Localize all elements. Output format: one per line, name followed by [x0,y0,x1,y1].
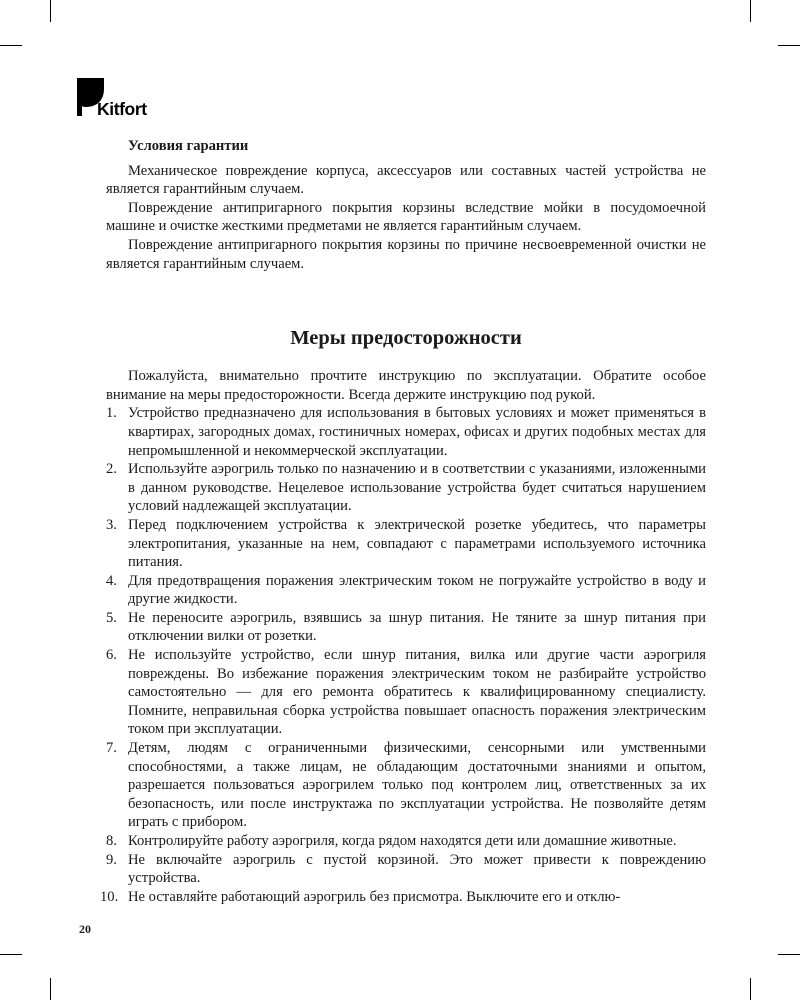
page-content [100,137,706,906]
crop-mark [0,954,22,955]
crop-mark [0,45,22,46]
list-item [106,404,706,460]
item-text: Детям, людям с ограниченными физическими, сенсорными или умственными способностями, а также лицам, не обладающим достаточными знаниями и опытом, разрешается пользоваться аэрогрилем только под контролем лиц, ответственных за их безопасность, или после инструктажа по эксплуатации устройства. Не позволяйте детям играть с прибором. [128,740,706,831]
crop-mark [750,978,751,1000]
list-item [106,460,706,516]
list-item [106,851,706,888]
crop-mark [750,0,751,22]
item-text: Устройство предназначено для использования в бытовых условиях и может применяться в квартирах, загородных домах, гостиничных номерах, офисах и других подобных местах для непромышленной и некоммерческой эксплуатации. [128,405,706,459]
warranty-paragraph: Повреждение антипригарного покрытия корзины по причине несвоевременной очистки не является гарантийным случаем. [106,236,706,272]
list-item [106,832,706,851]
item-text: Перед подключением устройства к электрической розетке убедитесь, что параметры электропитания, указанные на нем, совпадают с параметрами используемого источника питания. [128,516,706,571]
item-text: Не включайте аэрогриль с пустой корзиной. Это может привести к повреждению устройства. [128,851,706,887]
crop-mark [778,45,800,46]
list-item [106,516,706,572]
warranty-heading: Условия гарантии [128,138,249,154]
brand-logo [77,78,177,118]
item-number: 7. [106,740,117,757]
list-item [106,739,706,832]
warranty-paragraph: Повреждение антипригарного покрытия корзины вследствие мойки в посудомоечной машине и очистке жесткими предметами не является гарантийным случаем. [106,199,706,235]
warranty-paragraph: Механическое повреждение корпуса, аксессуаров или составных частей устройства не является гарантийным случаем. [106,162,706,198]
list-item [106,646,706,739]
list-item [106,609,706,646]
crop-mark [778,954,800,955]
page-number: 20 [79,922,91,936]
item-number: 2. [106,461,117,478]
item-number: 5. [106,609,117,626]
item-number: 9. [106,851,117,868]
precautions-title: Меры предосторожности [290,327,522,350]
brand-name: Kitfort [97,99,147,119]
precautions-intro: Пожалуйста, внимательно прочтите инструкцию по эксплуатации. Обратите особое внимание на меры предосторожности. Всегда держите инструкцию под рукой. [106,368,706,403]
item-text: Не переносите аэрогриль, взявшись за шнур питания. Не тяните за шнур питания при отключении вилки от розетки. [128,609,706,645]
item-number: 3. [106,516,117,533]
item-number: 8. [106,833,117,849]
item-number: 6. [106,647,117,664]
item-text: Не оставляйте работающий аэрогриль без присмотра. Выключите его и отклю- [128,888,621,905]
precautions-list [100,404,706,906]
list-item [106,572,706,609]
crop-mark [50,0,51,22]
item-text: Не используйте устройство, если шнур питания, вилка или другие части аэрогриля повреждены. Во избежание поражения электрическим током не разбирайте устройство самостоятельно — для его ремонта обратитесь к квалифицированному специалисту. Помните, неправильная сборка устройства повышает опасность поражения электрическим током при эксплуатации. [128,647,706,738]
item-number: 4. [106,572,117,589]
item-text: Используйте аэрогриль только по назначению и в соответствии с указаниями, изложенными в данном руководстве. Нецелевое использование устройства будет считаться нарушением условий надлежащей эксплуатации. [128,461,706,515]
crop-mark [50,978,51,1000]
item-number: 10. [100,888,119,905]
item-text: Для предотвращения поражения электрическим током не погружайте устройство в воду и другие жидкости. [128,572,706,608]
item-text: Контролируйте работу аэрогриля, когда рядом находятся дети или домашние животные. [128,833,677,849]
list-item [100,888,706,907]
item-number: 1. [106,405,117,422]
